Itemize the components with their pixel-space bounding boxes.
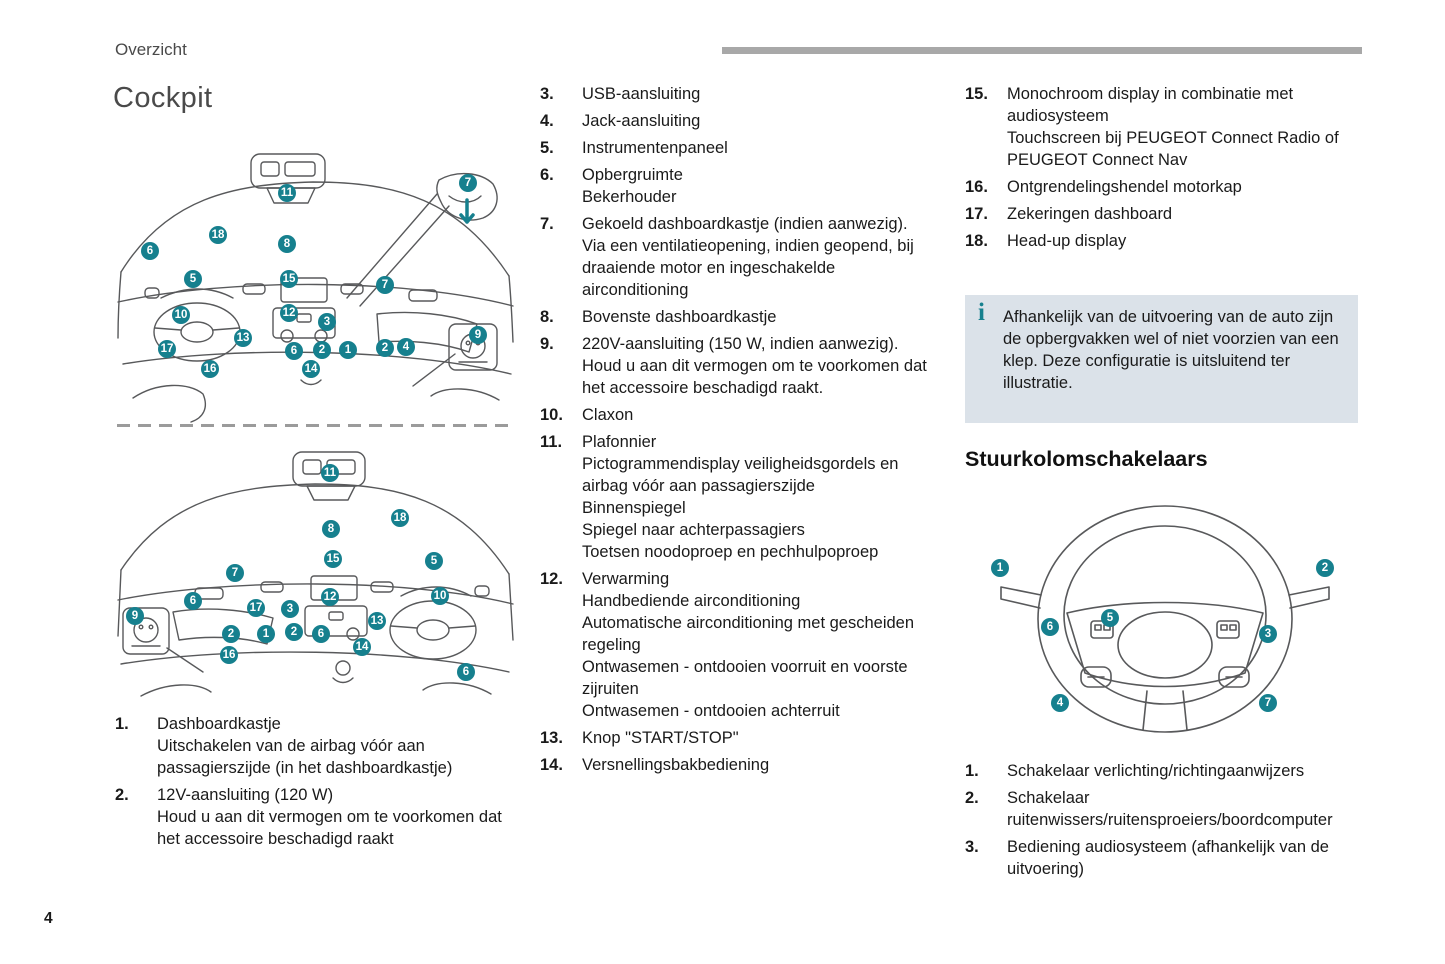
callout-5: 5 [184, 270, 202, 288]
callout-6: 6 [457, 663, 475, 681]
callout-4: 4 [1051, 694, 1069, 712]
item-number: 15. [965, 85, 988, 103]
callout-17: 17 [158, 340, 176, 358]
header-section-label: Overzicht [115, 40, 187, 59]
callout-16: 16 [220, 646, 238, 664]
info-note-text: Afhankelijk van de uitvoering van de auto zijn de opbergvakken wel of niet voorzien van een klep. Deze configuratie is uitsluitend ter illustratie. [1003, 308, 1339, 392]
list-item [540, 727, 932, 749]
item-paragraph: Uitschakelen van de airbag vóór aan passagierszijde (in het dashboardkastje) [157, 737, 453, 777]
cockpit-list-left [115, 713, 527, 855]
list-item [965, 176, 1360, 198]
callout-2: 2 [285, 623, 303, 641]
dashed-separator [117, 424, 513, 427]
callout-6: 6 [141, 242, 159, 260]
callout-17: 17 [247, 599, 265, 617]
callout-5: 5 [1101, 609, 1119, 627]
callout-2: 2 [1316, 559, 1334, 577]
item-paragraph: Binnenspiegel [582, 499, 686, 517]
callout-14: 14 [302, 360, 320, 378]
item-paragraph: Jack-aansluiting [582, 112, 701, 130]
list-item [965, 787, 1365, 831]
list-item [965, 83, 1360, 171]
list-item [540, 164, 932, 208]
item-number: 13. [540, 729, 563, 747]
item-number: 6. [540, 166, 554, 184]
item-paragraph: Schakelaar verlichting/richtingaanwijzers [1007, 762, 1305, 780]
dashboard-top-drawing [115, 146, 515, 424]
item-number: 10. [540, 406, 563, 424]
item-number: 8. [540, 308, 554, 326]
item-text [582, 213, 932, 301]
page-title: Cockpit [113, 82, 213, 114]
item-text [582, 164, 932, 208]
list-item [540, 754, 932, 776]
item-paragraph: Versnellingsbakbediening [582, 756, 770, 774]
list-item [540, 431, 932, 563]
callout-16: 16 [201, 360, 219, 378]
callout-1: 1 [257, 625, 275, 643]
item-number: 16. [965, 178, 988, 196]
item-number: 3. [540, 85, 554, 103]
callout-13: 13 [234, 329, 252, 347]
callout-2: 2 [222, 625, 240, 643]
cockpit-illustration-top [115, 146, 515, 426]
steering-wheel-illustration [985, 495, 1345, 745]
item-number: 18. [965, 232, 988, 250]
callout-8: 8 [278, 235, 296, 253]
callout-9: 9 [126, 607, 144, 625]
item-paragraph: Handbediende airconditioning [582, 592, 801, 610]
item-number: 3. [965, 838, 979, 856]
callout-15: 15 [280, 270, 298, 288]
callout-11: 11 [321, 464, 339, 482]
item-paragraph: Pictogrammendisplay veiligheidsgordels en airbag vóór aan passagierszijde [582, 455, 899, 495]
item-paragraph: Bediening audiosysteem (afhankelijk van de uitvoering) [1007, 838, 1329, 878]
steering-list [965, 760, 1365, 885]
item-number: 7. [540, 215, 554, 233]
callout-7: 7 [226, 564, 244, 582]
item-text [1007, 176, 1360, 198]
callout-12: 12 [321, 588, 339, 606]
header-rule [722, 47, 1362, 54]
callout-13: 13 [368, 612, 386, 630]
list-item [540, 110, 932, 132]
cockpit-illustration-bottom [115, 440, 515, 708]
item-paragraph: Touchscreen bij PEUGEOT Connect Radio of PEUGEOT Connect Nav [1007, 129, 1339, 169]
list-item [540, 213, 932, 301]
list-item [965, 836, 1365, 880]
item-text [157, 784, 527, 850]
item-paragraph: Dashboardkastje [157, 715, 281, 733]
callout-6: 6 [312, 625, 330, 643]
item-text [582, 754, 932, 776]
callout-12: 12 [280, 304, 298, 322]
list-item [540, 404, 932, 426]
item-paragraph: USB-aansluiting [582, 85, 701, 103]
item-number: 4. [540, 112, 554, 130]
item-number: 5. [540, 139, 554, 157]
cockpit-list-right [965, 83, 1360, 257]
callout-2: 2 [376, 339, 394, 357]
item-number: 2. [965, 789, 979, 807]
item-paragraph: Gekoeld dashboardkastje (indien aanwezig). [582, 215, 908, 233]
item-paragraph: Verwarming [582, 570, 670, 588]
cockpit-list-middle [540, 83, 932, 781]
item-text [1007, 83, 1360, 171]
item-text [582, 727, 932, 749]
item-number: 14. [540, 756, 563, 774]
steering-section-title: Stuurkolomschakelaars [965, 447, 1208, 471]
item-paragraph: Knop "START/STOP" [582, 729, 739, 747]
item-number: 2. [115, 786, 129, 804]
callout-18: 18 [391, 509, 409, 527]
item-number: 11. [540, 433, 563, 451]
item-text [1007, 760, 1365, 782]
list-item [965, 230, 1360, 252]
item-text [582, 306, 932, 328]
list-item [540, 568, 932, 722]
item-paragraph: Houd u aan dit vermogen om te voorkomen dat het accessoire beschadigd raakt. [582, 357, 927, 397]
callout-10: 10 [431, 587, 449, 605]
callout-2: 2 [313, 341, 331, 359]
item-paragraph: 12V-aansluiting (120 W) [157, 786, 334, 804]
item-text [1007, 203, 1360, 225]
item-paragraph: Schakelaar ruitenwissers/ruitensproeiers/boordcomputer [1007, 789, 1333, 829]
callout-6: 6 [1041, 618, 1059, 636]
callout-15: 15 [324, 550, 342, 568]
item-paragraph: Spiegel naar achterpassagiers [582, 521, 805, 539]
callout-3: 3 [318, 313, 336, 331]
callout-7: 7 [459, 174, 477, 192]
item-text [582, 137, 932, 159]
callout-18: 18 [209, 226, 227, 244]
item-paragraph: Bekerhouder [582, 188, 677, 206]
callout-9: 9 [469, 326, 487, 344]
item-number: 9. [540, 335, 554, 353]
item-paragraph: Bovenste dashboardkastje [582, 308, 777, 326]
list-item [540, 83, 932, 105]
item-paragraph: Ontwasemen - ontdooien voorruit en voorste zijruiten [582, 658, 908, 698]
item-paragraph: Monochroom display in combinatie met audiosysteem [1007, 85, 1294, 125]
callout-1: 1 [991, 559, 1009, 577]
steering-wheel-drawing [985, 495, 1345, 745]
item-paragraph: Via een ventilatieopening, indien geopend, bij draaiende motor en ingeschakelde airconditioning [582, 237, 914, 299]
callout-1: 1 [339, 341, 357, 359]
callout-4: 4 [397, 338, 415, 356]
item-paragraph: Opbergruimte [582, 166, 683, 184]
list-item [115, 784, 527, 850]
info-icon: i [978, 299, 985, 326]
item-paragraph: Plafonnier [582, 433, 657, 451]
callout-11: 11 [278, 184, 296, 202]
item-text [582, 110, 932, 132]
list-item [115, 713, 527, 779]
item-paragraph: Automatische airconditioning met gescheiden regeling [582, 614, 915, 654]
item-paragraph: 220V-aansluiting (150 W, indien aanwezig). [582, 335, 899, 353]
callout-10: 10 [172, 306, 190, 324]
item-text [582, 333, 932, 399]
list-item [540, 333, 932, 399]
callout-5: 5 [425, 552, 443, 570]
item-text [157, 713, 527, 779]
callout-3: 3 [281, 600, 299, 618]
item-paragraph: Head-up display [1007, 232, 1127, 250]
list-item [965, 760, 1365, 782]
item-paragraph: Instrumentenpaneel [582, 139, 728, 157]
callout-6: 6 [285, 342, 303, 360]
item-text [1007, 836, 1365, 880]
item-paragraph: Ontwasemen - ontdooien achterruit [582, 702, 840, 720]
list-item [965, 203, 1360, 225]
callout-14: 14 [353, 638, 371, 656]
callout-8: 8 [322, 520, 340, 538]
list-item [540, 137, 932, 159]
item-number: 1. [965, 762, 979, 780]
item-text [582, 568, 932, 722]
item-text [1007, 230, 1360, 252]
callout-7: 7 [376, 276, 394, 294]
item-text [582, 83, 932, 105]
item-paragraph: Ontgrendelingshendel motorkap [1007, 178, 1242, 196]
item-text [1007, 787, 1365, 831]
callout-7: 7 [1259, 694, 1277, 712]
item-paragraph: Houd u aan dit vermogen om te voorkomen dat het accessoire beschadigd raakt [157, 808, 502, 848]
item-paragraph: Zekeringen dashboard [1007, 205, 1173, 223]
item-number: 17. [965, 205, 988, 223]
item-text [582, 404, 932, 426]
dashboard-bottom-drawing [115, 440, 515, 708]
item-paragraph: Claxon [582, 406, 634, 424]
item-paragraph: Toetsen noodoproep en pechhulpoproep [582, 543, 879, 561]
callout-6: 6 [184, 592, 202, 610]
item-number: 1. [115, 715, 129, 733]
info-note [965, 295, 1358, 423]
page-number: 4 [44, 910, 53, 927]
item-number: 12. [540, 570, 563, 588]
teal-arrow-icon [461, 200, 473, 222]
list-item [540, 306, 932, 328]
item-text [582, 431, 932, 563]
callout-3: 3 [1259, 625, 1277, 643]
